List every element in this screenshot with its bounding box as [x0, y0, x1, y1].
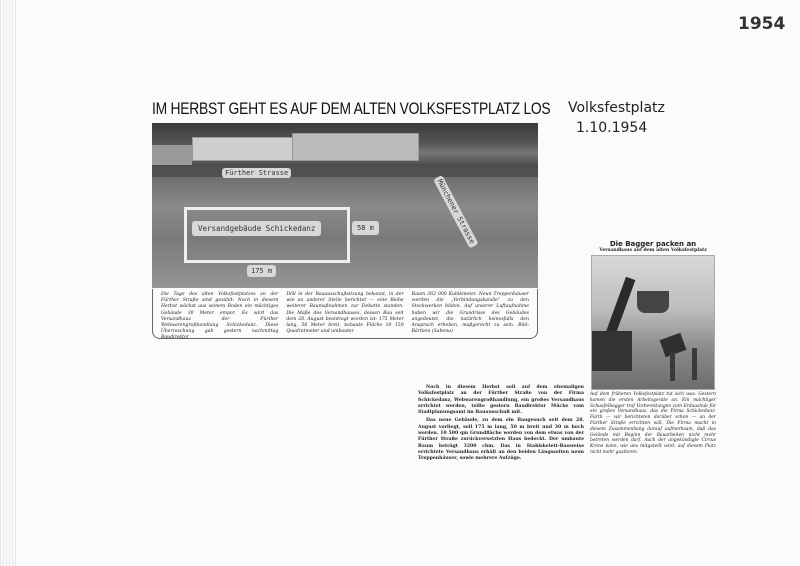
excavator-bucket: [637, 291, 669, 313]
worker-figure: [670, 351, 675, 381]
photo-building: [292, 133, 419, 161]
clipping-subtitle: Versandhaus auf dem alten Volksfestplatz: [599, 248, 707, 253]
excavator-clipping: [590, 240, 716, 456]
label-fuerther-strasse: Fürther Strasse: [222, 168, 291, 178]
clipping-title: Die Bagger packen an: [609, 240, 697, 248]
excavator-body: [592, 331, 632, 371]
label-length: 175 m: [247, 265, 276, 277]
label-muenchener-strasse: Münchener Strasse: [433, 175, 478, 248]
aerial-photo: [152, 123, 538, 288]
caption-column: Die Tage des alten Volksfestplatzes an der Fürther Straße sind gezählt: Noch in diesem Herbst wächst aus seinem Boden ein mächtiges Gebäude 30 Meter empor. Es wird das Versandhaus der Fürther Webwarengroßhandlung Schickedanz. Diese Überraschung gab gestern nachmittag Baudirektor: [161, 292, 279, 341]
label-building: Versandgebäude Schickedanz: [192, 221, 321, 236]
clipping-headline: IM HERBST GEHT ES AUF DEM ALTEN VOLKSFESTPLATZ LOS: [152, 100, 551, 118]
caption-column: Raum 262 000 Kubikmeter. Neun Treppenhäuser werden die „Verbindungskanäle“ zu den Stockwerken bilden. Auf unserer Luftaufnahme haben wir die Grundrisse des Gebäudes angedeutet, die natürlich keinesfalls den Anspruch erheben, maßgerecht zu sein. Bild: Bärtlein (Sahena): [411, 292, 529, 335]
page-year: 1954: [738, 14, 786, 34]
album-page-edges: [0, 0, 16, 566]
article-paragraph: Noch in diesem Herbst soll auf dem ehemaligen Volksfestplatz an der Fürther Straße von der Firma Schickedanz, Webwarengroßhandlung, ein großes Versandhaus errichtet werden, teilte gestern Baudirektor Mücke vom Stadtplanungsamt im Bauausschuß mit.: [418, 385, 584, 416]
photo-building: [192, 137, 294, 161]
note-title: Volksfestplatz: [568, 100, 665, 116]
excavator-photo: [591, 255, 715, 390]
photo-building: [152, 145, 192, 165]
article-clipping: [418, 385, 584, 465]
clipping-caption: Auf dem früheren Volksfestplatz tut sich was. Gestern kamen die ersten Arbeitsgeräte an. Ein mächtiger Schaufelbagger traf Vorbereitungen zum Erdaushub für ein großes Versandhaus, das die Firma Schickedanz-Fürth — wir berichteten darüber schon — an der Fürther Straße errichten will. Die Firma macht in diesem Zusammenhang darauf aufmerksam, daß das Gelände mit Beginn der Bauarbeiten nicht mehr betreten werden darf. Auch der angekündigte Circus Krone kann, wie uns mitgeteilt wird, auf diesem Platz nicht mehr gastieren.: [590, 392, 716, 455]
handwritten-note: [568, 98, 665, 138]
note-date: 1.10.1954: [576, 120, 648, 136]
article-paragraph: Das neue Gebäude, zu dem ein Baugesuch seit dem 28. August vorliegt, soll 175 m lang, 50 m breit und 30 m hoch werden. 10 500 qm Grundfläche werden von dem etwas von der Fürther Straße zurückversetzten Haus bedeckt. Der umbaute Raum beträgt 3200 cbm. Das in Stahlskelett-Bauweise errichtete Versandhaus erhält an den beiden Längsseiten neun Treppenhäuser, sowie mehrere Aufzüge.: [418, 418, 584, 462]
caption-column: Döll in der Bauausschußsitzung bekannt, in der wie an anderer Stelle berichtet — eine Reihe weiterer Baumaßnahmen zur Debatte standen. Die Maße des Versandhauses, dessen Bau seit dem 28. August beantragt worden ist: 175 Meter lang, 58 Meter breit, bebaute Fläche 10 150 Quadratmeter und umbauter: [286, 292, 404, 335]
photo-caption: [152, 289, 538, 339]
label-width: 58 m: [352, 221, 379, 235]
worker-figure: [692, 348, 697, 380]
photo-street: [152, 167, 538, 177]
